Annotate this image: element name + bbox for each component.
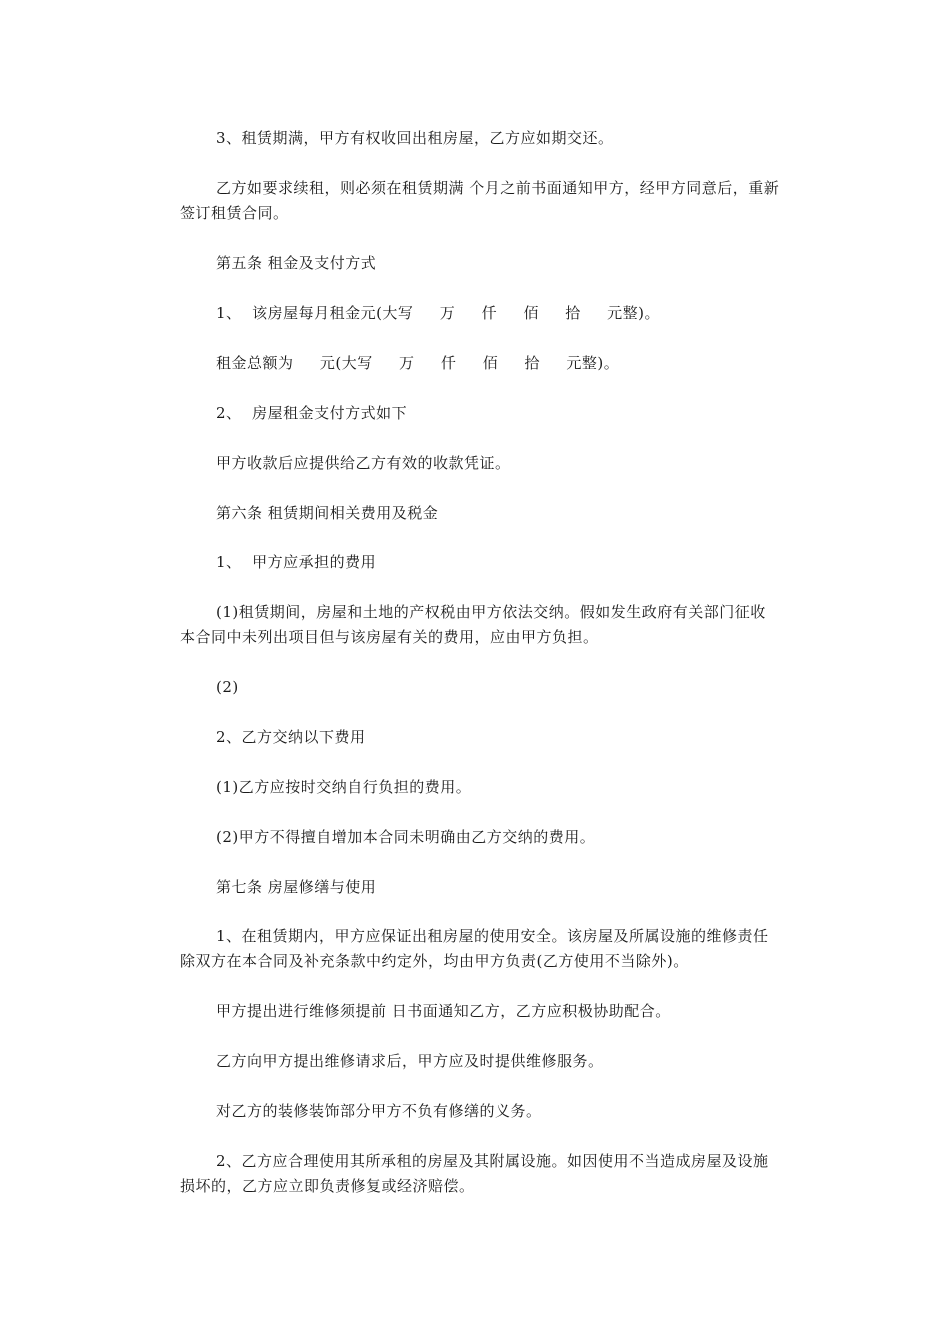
paragraph-monthly-rent: 1、 该房屋每月租金元(大写 万 仟 佰 拾 元整)。 — [216, 304, 660, 322]
heading-article-7: 第七条 房屋修缮与使用 — [216, 878, 377, 896]
paragraph-repair-request: 乙方向甲方提出维修请求后，甲方应及时提供维修服务。 — [216, 1052, 604, 1070]
paragraph-repair-notice: 甲方提出进行维修须提前 日书面通知乙方，乙方应积极协助配合。 — [216, 1002, 671, 1020]
paragraph-property-tax: (1)租赁期间，房屋和土地的产权税由甲方依法交纳。假如发生政府有关部门征收本合同中未列出项目但与该房屋有关的费用，应由甲方负担。 — [180, 603, 766, 646]
heading-article-6: 第六条 租赁期间相关费用及税金 — [216, 504, 439, 522]
paragraph-party-b-fee-2: (2)甲方不得擅自增加本合同未明确由乙方交纳的费用。 — [216, 828, 596, 846]
paragraph-total-rent: 租金总额为 元(大写 万 仟 佰 拾 元整)。 — [216, 354, 620, 372]
paragraph-party-b-fee-1: (1)乙方应按时交纳自行负担的费用。 — [216, 778, 472, 796]
paragraph-receipt: 甲方收款后应提供给乙方有效的收款凭证。 — [216, 454, 511, 472]
paragraph-proper-use: 2、乙方应合理使用其所承租的房屋及其附属设施。如因使用不当造成房屋及设施损坏的，乙方应立即负责修复或经济赔偿。 — [180, 1152, 769, 1195]
heading-article-5: 第五条 租金及支付方式 — [216, 254, 377, 272]
paragraph-payment-method: 2、 房屋租金支付方式如下 — [216, 404, 408, 422]
paragraph-maintenance-duty: 1、在租赁期内，甲方应保证出租房屋的使用安全。该房屋及所属设施的维修责任除双方在本合同及补充条款中约定外，均由甲方负责(乙方使用不当除外)。 — [180, 927, 769, 970]
paragraph-renewal: 乙方如要求续租，则必须在租赁期满 个月之前书面通知甲方，经甲方同意后，重新签订租赁合同。 — [180, 179, 780, 222]
paragraph-decoration: 对乙方的装修装饰部分甲方不负有修缮的义务。 — [216, 1102, 542, 1120]
paragraph-lease-expiry: 3、租赁期满，甲方有权收回出租房屋，乙方应如期交还。 — [216, 129, 614, 147]
paragraph-party-a-costs: 1、 甲方应承担的费用 — [216, 553, 377, 571]
paragraph-item-2: (2) — [216, 678, 239, 696]
paragraph-party-b-costs: 2、乙方交纳以下费用 — [216, 728, 366, 746]
